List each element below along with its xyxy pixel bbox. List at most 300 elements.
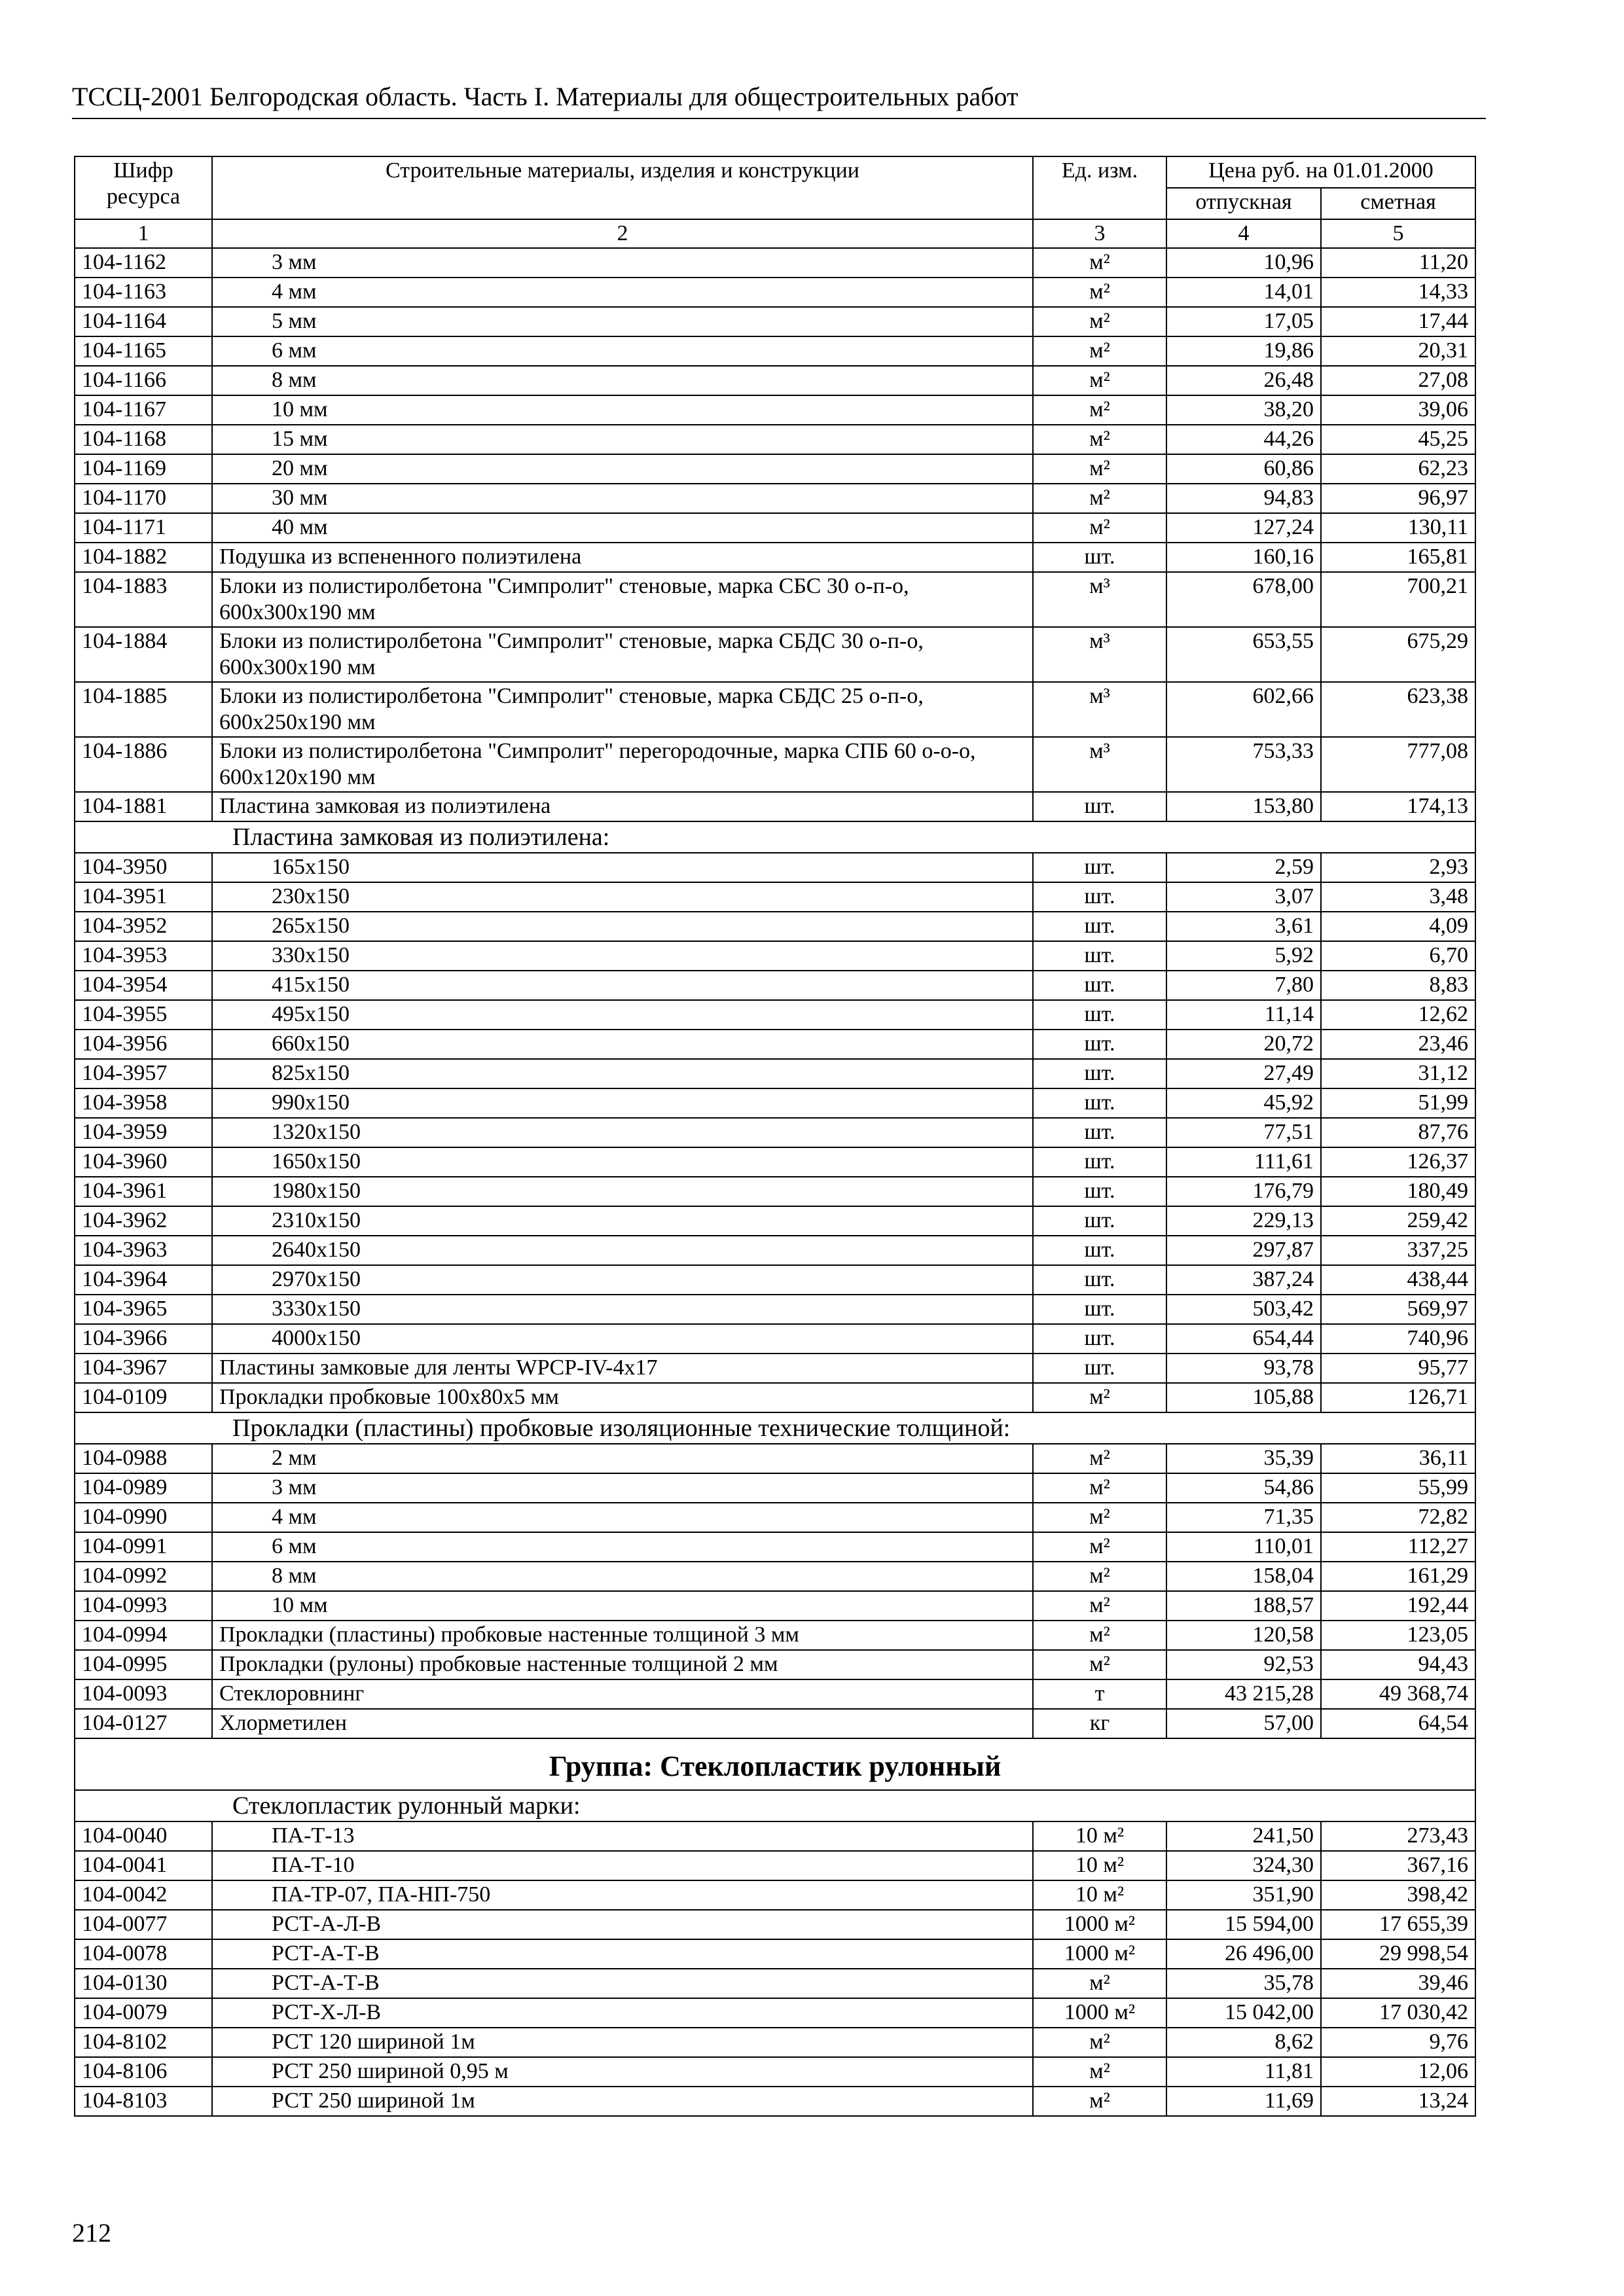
unit-cell: м² [1033, 2028, 1166, 2057]
release-price-cell: 45,92 [1166, 1088, 1321, 1118]
estimate-price-cell: 20,31 [1321, 336, 1475, 366]
unit-cell: м³ [1033, 682, 1166, 737]
table-row [75, 1851, 1475, 1880]
unit-cell: шт. [1033, 1059, 1166, 1088]
table-row [75, 1324, 1475, 1354]
section-title: Прокладки (пластины) пробковые изоляционные технические толщиной: [75, 1412, 1475, 1444]
material-name-cell: Прокладки пробковые 100x80x5 мм [212, 1383, 1033, 1412]
estimate-price-cell: 192,44 [1321, 1591, 1475, 1621]
unit-cell: шт. [1033, 941, 1166, 971]
estimate-price-cell: 23,46 [1321, 1030, 1475, 1059]
table-row [75, 1206, 1475, 1236]
unit-cell: шт. [1033, 882, 1166, 912]
material-name-cell: 10 мм [212, 395, 1033, 425]
unit-cell: шт. [1033, 971, 1166, 1000]
material-name-cell: Прокладки (рулоны) пробковые настенные толщиной 2 мм [212, 1650, 1033, 1679]
unit-cell: кг [1033, 1709, 1166, 1738]
material-name-cell: РСТ-А-Т-В [212, 1969, 1033, 1998]
section-title: Стеклопластик рулонный марки: [75, 1790, 1475, 1821]
unit-cell: шт. [1033, 1206, 1166, 1236]
table-row [75, 484, 1475, 513]
table-row [75, 912, 1475, 941]
resource-code-cell: 104-1885 [75, 682, 212, 737]
release-price-cell: 387,24 [1166, 1265, 1321, 1295]
estimate-price-cell: 337,25 [1321, 1236, 1475, 1265]
material-name-cell: 2 мм [212, 1444, 1033, 1473]
table-row [75, 682, 1475, 737]
table-row [75, 572, 1475, 627]
resource-code-cell: 104-1886 [75, 737, 212, 792]
material-name-cell: 1980x150 [212, 1177, 1033, 1206]
resource-code-cell: 104-0127 [75, 1709, 212, 1738]
resource-code-cell: 104-3964 [75, 1265, 212, 1295]
material-name-cell: РСТ 250 шириной 1м [212, 2087, 1033, 2116]
estimate-price-cell: 6,70 [1321, 941, 1475, 971]
unit-cell: шт. [1033, 543, 1166, 572]
estimate-price-cell: 17 655,39 [1321, 1910, 1475, 1939]
material-name-cell: 4 мм [212, 1503, 1033, 1532]
table-row [75, 1503, 1475, 1532]
table-row [75, 1236, 1475, 1265]
resource-code-cell: 104-0994 [75, 1621, 212, 1650]
material-name-cell: 495x150 [212, 1000, 1033, 1030]
release-price-cell: 111,61 [1166, 1147, 1321, 1177]
estimate-price-cell: 623,38 [1321, 682, 1475, 737]
material-name-cell: 1320x150 [212, 1118, 1033, 1147]
resource-code-cell: 104-3952 [75, 912, 212, 941]
unit-cell: м² [1033, 1591, 1166, 1621]
resource-code-cell: 104-3955 [75, 1000, 212, 1030]
release-price-cell: 297,87 [1166, 1236, 1321, 1265]
material-name-cell: ПА-Т-13 [212, 1821, 1033, 1851]
release-price-cell: 57,00 [1166, 1709, 1321, 1738]
table-row [75, 2028, 1475, 2057]
release-price-cell: 3,61 [1166, 912, 1321, 941]
unit-cell: шт. [1033, 1324, 1166, 1354]
materials-price-table [74, 156, 1476, 2117]
table-row [75, 1177, 1475, 1206]
release-price-cell: 7,80 [1166, 971, 1321, 1000]
table-row [75, 737, 1475, 792]
material-name-cell: РСТ 120 шириной 1м [212, 2028, 1033, 2057]
release-price-cell: 11,69 [1166, 2087, 1321, 2116]
unit-cell: м² [1033, 2087, 1166, 2116]
release-price-cell: 35,78 [1166, 1969, 1321, 1998]
material-name-cell: 2310x150 [212, 1206, 1033, 1236]
material-name-cell: 2970x150 [212, 1265, 1033, 1295]
table-row [75, 1444, 1475, 1473]
table-row [75, 1000, 1475, 1030]
unit-cell: м³ [1033, 572, 1166, 627]
table-row [75, 882, 1475, 912]
table-row [75, 627, 1475, 682]
release-price-cell: 188,57 [1166, 1591, 1321, 1621]
material-name-cell: 10 мм [212, 1591, 1033, 1621]
release-price-cell: 351,90 [1166, 1880, 1321, 1910]
resource-code-cell: 104-3960 [75, 1147, 212, 1177]
material-name-cell: Подушка из вспененного полиэтилена [212, 543, 1033, 572]
table-row [75, 2057, 1475, 2087]
estimate-price-cell: 4,09 [1321, 912, 1475, 941]
estimate-price-cell: 398,42 [1321, 1880, 1475, 1910]
estimate-price-cell: 126,71 [1321, 1383, 1475, 1412]
estimate-price-cell: 29 998,54 [1321, 1939, 1475, 1969]
estimate-price-cell: 9,76 [1321, 2028, 1475, 2057]
release-price-cell: 15 594,00 [1166, 1910, 1321, 1939]
material-name-cell: Хлорметилен [212, 1709, 1033, 1738]
estimate-price-cell: 11,20 [1321, 248, 1475, 278]
resource-code-cell: 104-0078 [75, 1939, 212, 1969]
release-price-cell: 60,86 [1166, 454, 1321, 484]
resource-code-cell: 104-0079 [75, 1998, 212, 2028]
estimate-price-cell: 14,33 [1321, 278, 1475, 307]
col-header-price-group: Цена руб. на 01.01.2000 [1166, 156, 1475, 188]
release-price-cell: 54,86 [1166, 1473, 1321, 1503]
material-name-cell: 15 мм [212, 425, 1033, 454]
resource-code-cell: 104-8103 [75, 2087, 212, 2116]
unit-cell: 1000 м² [1033, 1910, 1166, 1939]
material-name-cell: 20 мм [212, 454, 1033, 484]
material-name-cell: 990x150 [212, 1088, 1033, 1118]
resource-code-cell: 104-1165 [75, 336, 212, 366]
release-price-cell: 15 042,00 [1166, 1998, 1321, 2028]
resource-code-cell: 104-1884 [75, 627, 212, 682]
unit-cell: 1000 м² [1033, 1998, 1166, 2028]
release-price-cell: 5,92 [1166, 941, 1321, 971]
col-number: 4 [1166, 219, 1321, 248]
release-price-cell: 93,78 [1166, 1354, 1321, 1383]
resource-code-cell: 104-0093 [75, 1679, 212, 1709]
unit-cell: м² [1033, 1650, 1166, 1679]
resource-code-cell: 104-0130 [75, 1969, 212, 1998]
unit-cell: шт. [1033, 1118, 1166, 1147]
material-name-cell: 6 мм [212, 336, 1033, 366]
table-row [75, 1118, 1475, 1147]
resource-code-cell: 104-0988 [75, 1444, 212, 1473]
estimate-price-cell: 174,13 [1321, 792, 1475, 821]
release-price-cell: 43 215,28 [1166, 1679, 1321, 1709]
unit-cell: м² [1033, 2057, 1166, 2087]
table-row [75, 2087, 1475, 2116]
release-price-cell: 3,07 [1166, 882, 1321, 912]
unit-cell: м² [1033, 1621, 1166, 1650]
table-row [75, 1880, 1475, 1910]
resource-code-cell: 104-3965 [75, 1295, 212, 1324]
material-name-cell: 4 мм [212, 278, 1033, 307]
col-header-release: отпускная [1166, 188, 1321, 219]
material-name-cell: 330x150 [212, 941, 1033, 971]
resource-code-cell: 104-1167 [75, 395, 212, 425]
unit-cell: шт. [1033, 1030, 1166, 1059]
material-name-cell: 230x150 [212, 882, 1033, 912]
estimate-price-cell: 51,99 [1321, 1088, 1475, 1118]
resource-code-cell: 104-3958 [75, 1088, 212, 1118]
material-name-cell: Пластина замковая из полиэтилена [212, 792, 1033, 821]
estimate-price-cell: 777,08 [1321, 737, 1475, 792]
table-row [75, 1591, 1475, 1621]
material-name-cell: 8 мм [212, 1562, 1033, 1591]
material-name-cell: Прокладки (пластины) пробковые настенные толщиной 3 мм [212, 1621, 1033, 1650]
estimate-price-cell: 12,06 [1321, 2057, 1475, 2087]
estimate-price-cell: 49 368,74 [1321, 1679, 1475, 1709]
release-price-cell: 71,35 [1166, 1503, 1321, 1532]
material-name-cell: 3330x150 [212, 1295, 1033, 1324]
resource-code-cell: 104-1881 [75, 792, 212, 821]
resource-code-cell: 104-0040 [75, 1821, 212, 1851]
material-name-cell: 6 мм [212, 1532, 1033, 1562]
unit-cell: шт. [1033, 912, 1166, 941]
estimate-price-cell: 367,16 [1321, 1851, 1475, 1880]
release-price-cell: 229,13 [1166, 1206, 1321, 1236]
group-header-row [75, 1738, 1475, 1790]
table-row [75, 1562, 1475, 1591]
resource-code-cell: 104-3961 [75, 1177, 212, 1206]
material-name-cell: 165x150 [212, 853, 1033, 882]
estimate-price-cell: 740,96 [1321, 1324, 1475, 1354]
estimate-price-cell: 438,44 [1321, 1265, 1475, 1295]
release-price-cell: 503,42 [1166, 1295, 1321, 1324]
table-row [75, 1265, 1475, 1295]
estimate-price-cell: 36,11 [1321, 1444, 1475, 1473]
release-price-cell: 127,24 [1166, 513, 1321, 543]
release-price-cell: 2,59 [1166, 853, 1321, 882]
col-number: 1 [75, 219, 212, 248]
estimate-price-cell: 62,23 [1321, 454, 1475, 484]
material-name-cell: Блоки из полистиролбетона "Симпролит" стеновые, марка СБДС 30 о-п-о, 600x300x190 мм [212, 627, 1033, 682]
release-price-cell: 160,16 [1166, 543, 1321, 572]
resource-code-cell: 104-0077 [75, 1910, 212, 1939]
release-price-cell: 26 496,00 [1166, 1939, 1321, 1969]
estimate-price-cell: 130,11 [1321, 513, 1475, 543]
estimate-price-cell: 55,99 [1321, 1473, 1475, 1503]
unit-cell: шт. [1033, 1088, 1166, 1118]
estimate-price-cell: 123,05 [1321, 1621, 1475, 1650]
unit-cell: шт. [1033, 1236, 1166, 1265]
material-name-cell: 3 мм [212, 248, 1033, 278]
table-row [75, 941, 1475, 971]
material-name-cell: Блоки из полистиролбетона "Симпролит" перегородочные, марка СПБ 60 о-о-о, 600x120x190 мм [212, 737, 1033, 792]
resource-code-cell: 104-1164 [75, 307, 212, 336]
resource-code-cell: 104-0109 [75, 1383, 212, 1412]
estimate-price-cell: 31,12 [1321, 1059, 1475, 1088]
material-name-cell: 5 мм [212, 307, 1033, 336]
resource-code-cell: 104-1171 [75, 513, 212, 543]
release-price-cell: 35,39 [1166, 1444, 1321, 1473]
table-row [75, 1621, 1475, 1650]
col-header-estimate: сметная [1321, 188, 1475, 219]
table-row [75, 366, 1475, 395]
estimate-price-cell: 675,29 [1321, 627, 1475, 682]
resource-code-cell: 104-3966 [75, 1324, 212, 1354]
resource-code-cell: 104-1169 [75, 454, 212, 484]
resource-code-cell: 104-1170 [75, 484, 212, 513]
estimate-price-cell: 180,49 [1321, 1177, 1475, 1206]
table-header-row [75, 156, 1475, 188]
resource-code-cell: 104-0992 [75, 1562, 212, 1591]
material-name-cell: РСТ-А-Л-В [212, 1910, 1033, 1939]
estimate-price-cell: 259,42 [1321, 1206, 1475, 1236]
release-price-cell: 153,80 [1166, 792, 1321, 821]
resource-code-cell: 104-3962 [75, 1206, 212, 1236]
resource-code-cell: 104-3963 [75, 1236, 212, 1265]
col-number: 5 [1321, 219, 1475, 248]
table-row [75, 307, 1475, 336]
table-row [75, 1650, 1475, 1679]
table-row [75, 395, 1475, 425]
estimate-price-cell: 3,48 [1321, 882, 1475, 912]
material-name-cell: 8 мм [212, 366, 1033, 395]
table-row [75, 1354, 1475, 1383]
material-name-cell: РСТ-А-Т-В [212, 1939, 1033, 1969]
resource-code-cell: 104-3954 [75, 971, 212, 1000]
table-row [75, 543, 1475, 572]
unit-cell: м² [1033, 513, 1166, 543]
table-row [75, 1910, 1475, 1939]
unit-cell: м² [1033, 1503, 1166, 1532]
release-price-cell: 324,30 [1166, 1851, 1321, 1880]
estimate-price-cell: 45,25 [1321, 425, 1475, 454]
page-number: 212 [72, 2218, 111, 2248]
estimate-price-cell: 161,29 [1321, 1562, 1475, 1591]
unit-cell: шт. [1033, 853, 1166, 882]
estimate-price-cell: 87,76 [1321, 1118, 1475, 1147]
resource-code-cell: 104-1162 [75, 248, 212, 278]
estimate-price-cell: 64,54 [1321, 1709, 1475, 1738]
page-header-title: ТССЦ-2001 Белгородская область. Часть I. Материалы для общестроительных работ [72, 82, 1019, 111]
col-header-unit: Ед. изм. [1033, 156, 1166, 219]
release-price-cell: 11,81 [1166, 2057, 1321, 2087]
release-price-cell: 10,96 [1166, 248, 1321, 278]
unit-cell: 10 м² [1033, 1821, 1166, 1851]
col-header-code: Шифр ресурса [75, 156, 212, 219]
table-row [75, 1030, 1475, 1059]
estimate-price-cell: 72,82 [1321, 1503, 1475, 1532]
release-price-cell: 753,33 [1166, 737, 1321, 792]
unit-cell: м² [1033, 1383, 1166, 1412]
release-price-cell: 27,49 [1166, 1059, 1321, 1088]
section-header-row [75, 1790, 1475, 1821]
resource-code-cell: 104-0995 [75, 1650, 212, 1679]
estimate-price-cell: 17,44 [1321, 307, 1475, 336]
release-price-cell: 20,72 [1166, 1030, 1321, 1059]
estimate-price-cell: 569,97 [1321, 1295, 1475, 1324]
resource-code-cell: 104-1882 [75, 543, 212, 572]
estimate-price-cell: 126,37 [1321, 1147, 1475, 1177]
unit-cell: шт. [1033, 1000, 1166, 1030]
estimate-price-cell: 112,27 [1321, 1532, 1475, 1562]
material-name-cell: РСТ 250 шириной 0,95 м [212, 2057, 1033, 2087]
release-price-cell: 8,62 [1166, 2028, 1321, 2057]
unit-cell: м² [1033, 1969, 1166, 1998]
resource-code-cell: 104-0989 [75, 1473, 212, 1503]
unit-cell: т [1033, 1679, 1166, 1709]
unit-cell: м³ [1033, 737, 1166, 792]
release-price-cell: 26,48 [1166, 366, 1321, 395]
material-name-cell: 415x150 [212, 971, 1033, 1000]
material-name-cell: 3 мм [212, 1473, 1033, 1503]
unit-cell: м² [1033, 366, 1166, 395]
release-price-cell: 105,88 [1166, 1383, 1321, 1412]
unit-cell: м² [1033, 425, 1166, 454]
material-name-cell: Блоки из полистиролбетона "Симпролит" стеновые, марка СБС 30 о-п-о, 600x300x190 мм [212, 572, 1033, 627]
release-price-cell: 38,20 [1166, 395, 1321, 425]
table-row [75, 1679, 1475, 1709]
unit-cell: м² [1033, 484, 1166, 513]
resource-code-cell: 104-8102 [75, 2028, 212, 2057]
estimate-price-cell: 700,21 [1321, 572, 1475, 627]
table-row [75, 1088, 1475, 1118]
estimate-price-cell: 165,81 [1321, 543, 1475, 572]
table-row [75, 1059, 1475, 1088]
estimate-price-cell: 17 030,42 [1321, 1998, 1475, 2028]
group-title: Группа: Стеклопластик рулонный [75, 1738, 1475, 1790]
resource-code-cell: 104-0993 [75, 1591, 212, 1621]
release-price-cell: 14,01 [1166, 278, 1321, 307]
table-row [75, 1295, 1475, 1324]
material-name-cell: ПА-Т-10 [212, 1851, 1033, 1880]
unit-cell: 1000 м² [1033, 1939, 1166, 1969]
release-price-cell: 11,14 [1166, 1000, 1321, 1030]
table-row [75, 1939, 1475, 1969]
table-row [75, 454, 1475, 484]
unit-cell: м² [1033, 395, 1166, 425]
table-row [75, 1998, 1475, 2028]
estimate-price-cell: 8,83 [1321, 971, 1475, 1000]
resource-code-cell: 104-1168 [75, 425, 212, 454]
resource-code-cell: 104-3951 [75, 882, 212, 912]
release-price-cell: 17,05 [1166, 307, 1321, 336]
release-price-cell: 602,66 [1166, 682, 1321, 737]
release-price-cell: 110,01 [1166, 1532, 1321, 1562]
resource-code-cell: 104-0990 [75, 1503, 212, 1532]
table-row [75, 1709, 1475, 1738]
unit-cell: шт. [1033, 1295, 1166, 1324]
section-title: Пластина замковая из полиэтилена: [75, 821, 1475, 853]
release-price-cell: 92,53 [1166, 1650, 1321, 1679]
resource-code-cell: 104-3967 [75, 1354, 212, 1383]
resource-code-cell: 104-3957 [75, 1059, 212, 1088]
unit-cell: шт. [1033, 792, 1166, 821]
release-price-cell: 653,55 [1166, 627, 1321, 682]
estimate-price-cell: 39,06 [1321, 395, 1475, 425]
unit-cell: шт. [1033, 1177, 1166, 1206]
material-name-cell: 660x150 [212, 1030, 1033, 1059]
release-price-cell: 94,83 [1166, 484, 1321, 513]
release-price-cell: 678,00 [1166, 572, 1321, 627]
unit-cell: шт. [1033, 1265, 1166, 1295]
resource-code-cell: 104-0041 [75, 1851, 212, 1880]
table-row [75, 1969, 1475, 1998]
release-price-cell: 158,04 [1166, 1562, 1321, 1591]
unit-cell: шт. [1033, 1354, 1166, 1383]
table-row [75, 248, 1475, 278]
unit-cell: м² [1033, 307, 1166, 336]
estimate-price-cell: 12,62 [1321, 1000, 1475, 1030]
col-header-name: Строительные материалы, изделия и конструкции [212, 156, 1033, 219]
material-name-cell: 825x150 [212, 1059, 1033, 1088]
unit-cell: 10 м² [1033, 1851, 1166, 1880]
resource-code-cell: 104-3956 [75, 1030, 212, 1059]
material-name-cell: 4000x150 [212, 1324, 1033, 1354]
material-name-cell: 2640x150 [212, 1236, 1033, 1265]
table-row [75, 1383, 1475, 1412]
column-number-row [75, 219, 1475, 248]
unit-cell: м² [1033, 1532, 1166, 1562]
material-name-cell: 40 мм [212, 513, 1033, 543]
unit-cell: 10 м² [1033, 1880, 1166, 1910]
release-price-cell: 654,44 [1166, 1324, 1321, 1354]
release-price-cell: 77,51 [1166, 1118, 1321, 1147]
